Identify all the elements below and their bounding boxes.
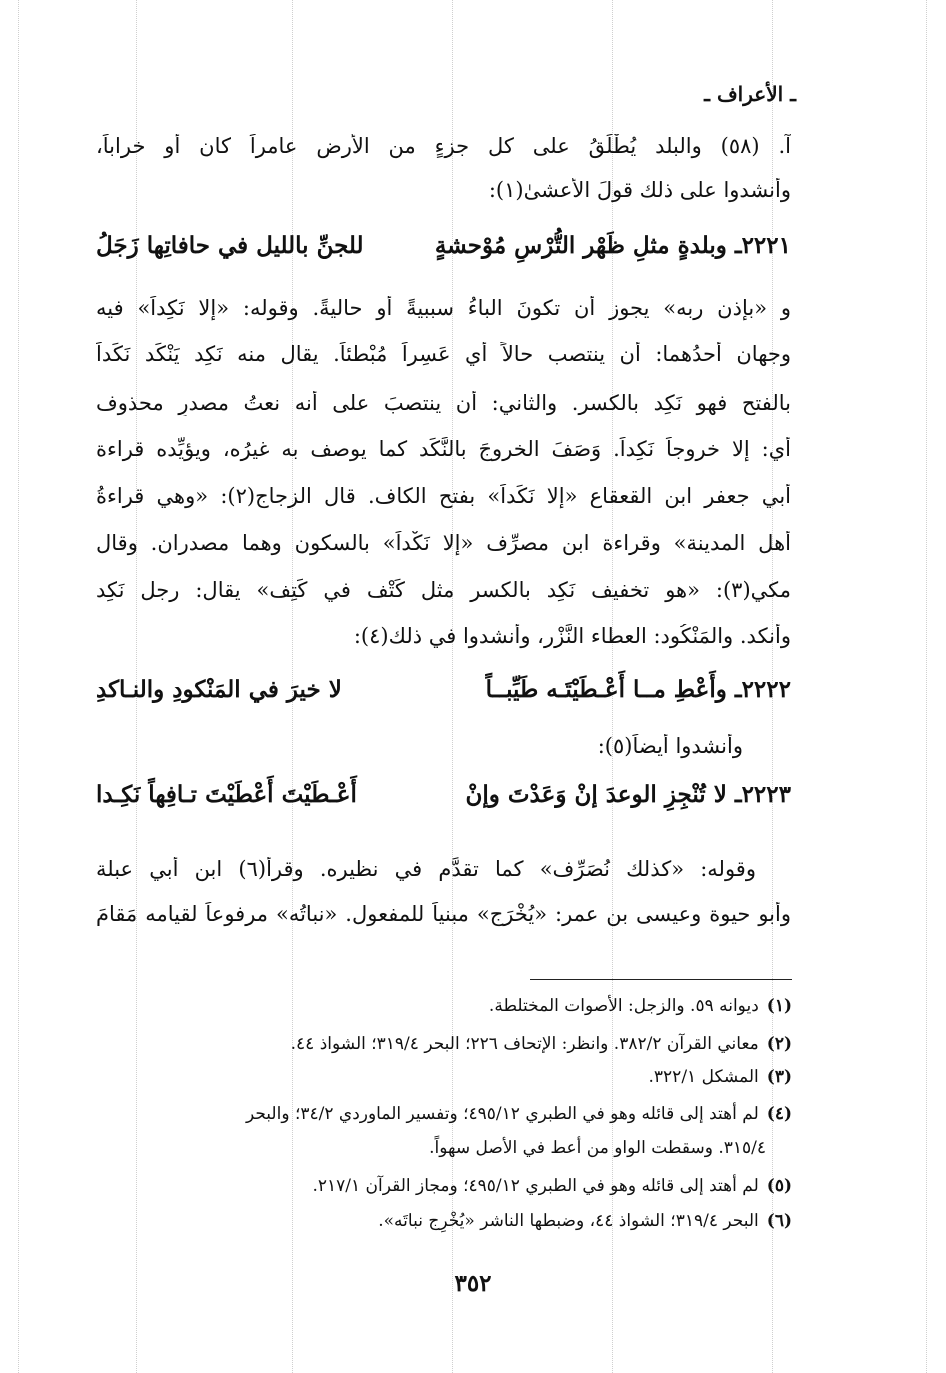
- verse-hemistich-first: ٢٢٢٣ـ لا تُنْجِزِ الوعدَ إنْ وَعَدْتَ وإنْ: [465, 781, 791, 808]
- footnote-text: لم أهتد إلى قائله وهو في الطبري ٤٩٥/١٢؛ وتفسير الماوردي ٣٤/٢؛ والبحر: [245, 1104, 759, 1124]
- footnote-text: ديوانه ٥٩. والزجل: الأصوات المختلطة.: [488, 996, 759, 1016]
- footnote-text: المشكل ٣٢٢/١.: [648, 1067, 759, 1087]
- paragraph-line: وقوله: «كذلك نُصَرِّف» كما تقدَّم في نظيره. وقرأ(٦) ابن أبي عبلة: [96, 857, 756, 881]
- body-line: [96, 734, 791, 759]
- footnote-number: (٣): [766, 1067, 792, 1087]
- paragraph-line: وجهان أحدُهما: أن ينتصب حالاً أي عَسِراً مُبْطئاً. يقال منه نَكِد يَنْكَد نَكَداً: [96, 342, 791, 366]
- footnote-number: (٦): [766, 1211, 792, 1231]
- verse-intro: وأنشدوا أيضاً(٥):: [597, 734, 743, 758]
- verse-hemistich-first: ٢٢٢٢ـ وأَعْطِ مــا أَعْـطَيْتَـه طَيِّبــاً: [485, 676, 791, 703]
- paragraph-line: وأنكد. والمَنْكُود: العطاء النَّزْر، وأنشدوا في ذلك(٤):: [353, 624, 791, 648]
- footnote: [152, 1067, 792, 1087]
- verse-2221: [96, 232, 791, 264]
- footnote-text: لم أهتد إلى قائله وهو في الطبري ٤٩٥/١٢؛ ومجاز القرآن ٢١٧/١.: [312, 1176, 759, 1196]
- guide-line: [18, 0, 19, 1373]
- footnote-separator: [530, 979, 792, 980]
- footnote-number: (١): [766, 996, 792, 1016]
- footnote: [152, 1034, 792, 1054]
- paragraph-line: مكي(٣): «هو تخفيف نَكِد بالكسر مثل كَتْف في كَتِف» يقال: رجل نَكِد: [96, 578, 791, 602]
- paragraph-line: أهل المدينة» وقراءة ابن مصرِّف «إلا نَكْداً» بالسكون وهما مصدران. وقال: [96, 531, 791, 555]
- verse-hemistich-second: لا خيرَ في المَنْكودِ والنـاكدِ: [96, 676, 342, 703]
- body-line: آ. (٥٨) والبلد يُطْلَقُ على كل جزءٍ من الأرض عامراً كان أو خراباً،: [96, 134, 791, 158]
- verse-2222: [96, 676, 791, 708]
- footnote-number: (٤): [766, 1104, 792, 1124]
- footnote-text: معاني القرآن ٣٨٢/٢. وانظر: الإتحاف ٢٢٦؛ البحر ٣١٩/٤؛ الشواذ ٤٤.: [290, 1034, 759, 1054]
- paragraph-line: و «بإذن ربه» يجوز أن تكونَ الباءُ سببيةً أو حاليةً. وقوله: «إلا نَكِداً» فيه: [96, 296, 791, 320]
- footnote: [152, 996, 792, 1016]
- running-header: ـ الأعراف ـ: [704, 82, 796, 106]
- guide-line: [926, 0, 927, 1373]
- footnote: [152, 1104, 792, 1124]
- page-number: ٣٥٢: [454, 1270, 492, 1297]
- paragraph-line: أبي جعفر ابن القعقاع «إلا نَكَداً» بفتح الكاف. قال الزجاج(٢): «وهي قراءةُ: [96, 484, 791, 508]
- verse-hemistich-second: للجنِّ بالليل في حافاتِها زَجَلُ: [96, 232, 364, 259]
- verse-2223: [96, 781, 791, 813]
- footnote-number: (٥): [766, 1176, 792, 1196]
- footnote-number: (٢): [766, 1034, 792, 1054]
- verse-hemistich-first: ٢٢٢١ـ وبلدةٍ مثلِ ظَهْر التُّرْسِ مُوْحشةٍ: [434, 232, 791, 259]
- footnote-text: البحر ٣١٩/٤؛ الشواذ ٤٤، وضبطها الناشر «يُخْرِج نباتَه».: [378, 1211, 759, 1231]
- footnote-continuation: [126, 1138, 766, 1158]
- footnote: [152, 1176, 792, 1196]
- paragraph-line: وأبو حيوة وعيسى بن عمر: «يُخْرَج» مبنياً للمفعول. «نباتُه» مرفوعاً لقيامه مَقامَ: [96, 902, 791, 926]
- paragraph-line: بالفتح فهو نَكِد بالكسر. والثاني: أن ينتصبَ على أنه نعتُ مصدرٍ محذوف: [96, 391, 791, 415]
- verse-hemistich-second: أَعْـطَيْتَ أَعْطَيْتَ تـافِهاً نَكِـدا: [96, 781, 357, 808]
- footnote: [152, 1211, 792, 1231]
- footnote-text: ٣١٥/٤. وسقطت الواو من أعط في الأصل سهواً.: [429, 1138, 766, 1158]
- body-line: وأنشدوا على ذلك قولَ الأعشىٰ(١):: [488, 178, 791, 202]
- paragraph-line: أي: إلا خروجاً نَكِداً. وَصَفَ الخروجَ بالنَّكَد كما يوصف به غيرُه، ويؤيِّده قراءة: [96, 437, 791, 461]
